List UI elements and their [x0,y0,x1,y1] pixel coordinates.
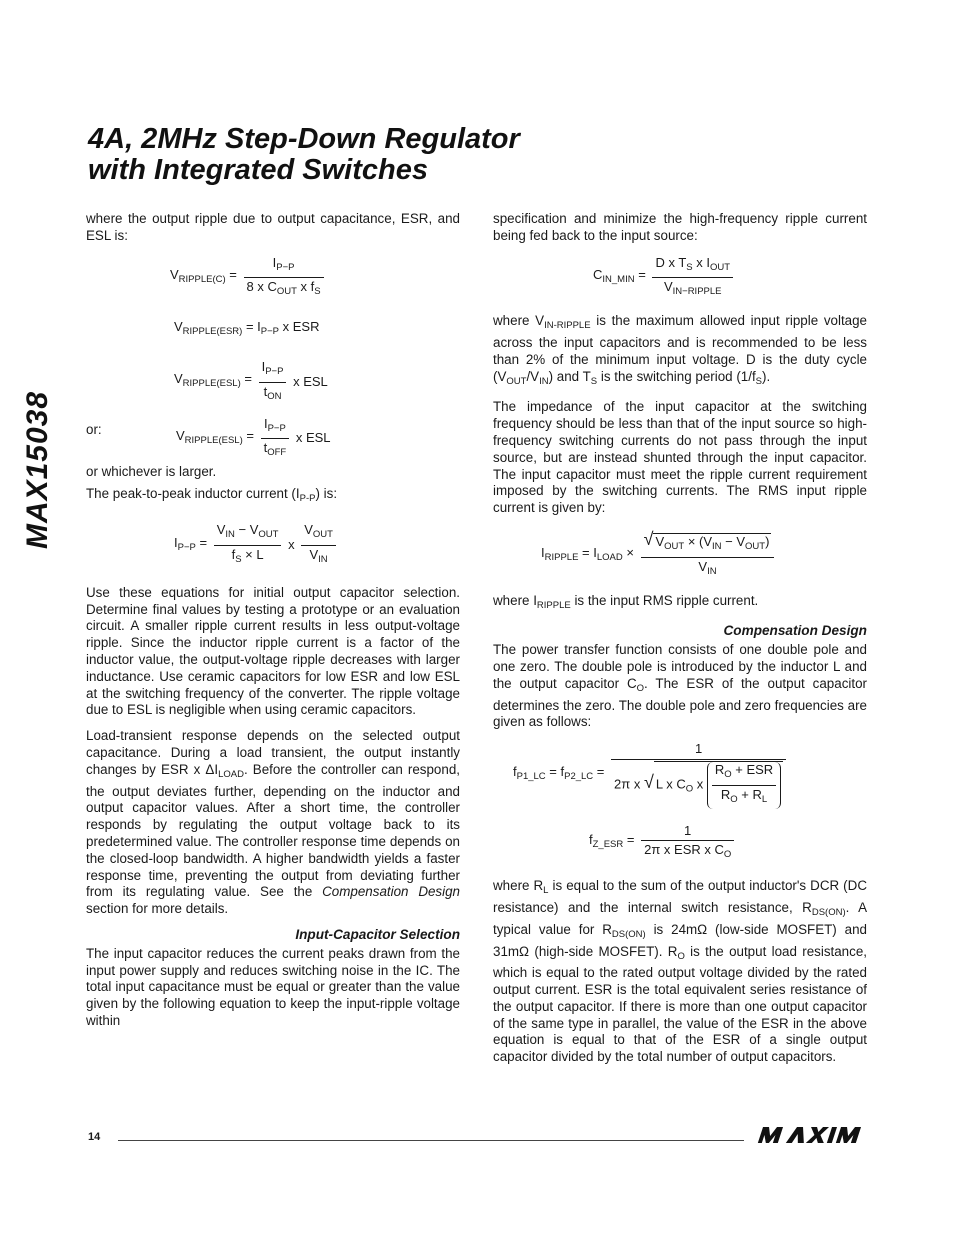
compensation-paragraph: The power transfer function consists of one double pole and one zero. The double pole is introduced by the inductor L and the output capacitor $C_O$. The ESR of the output capacitor determines the zero. The double pole and zero frequencies are given as follows: [493,642,867,730]
equation-fz-esr: $f_{Z\_ESR}$ = $\frac{1}{2\pi x ESR x C_O}$ [589,823,867,865]
equation-vripple-esl-off: $V_{RIPPLE(ESL)}$ = $\frac{I_{P-P}}{t_{OFF}}$ x ESL [176,415,331,459]
equation-vripple-esr: $V_{RIPPLE(ESR)} = I_{P-P}$ x ESR [174,319,320,338]
equation-fp1-lc: $f_{P1\_LC} = f_{P2\_LC}$ = 1 2π x √ L x $C_O$ x $\frac{R_O + ESR}{R_O + R_L}$ [513,741,867,808]
maxim-logo-icon [756,1124,866,1146]
equation-ipp: $I_{P-P}$ = $\frac{V_{IN} - V_{OUT}}{f_S \times L}$ x $\frac{V_{OUT}}{V_{IN}}$ [174,522,460,569]
right-column [493,211,867,1075]
left-column [86,211,460,1039]
input-capacitor-paragraph: The input capacitor reduces the current peaks drawn from the input power supply and reduces switching noise in the IC. The total input capacitance must be equal or greater than the value given by the following equation to keep the input-ripple voltage within [86,945,460,1028]
heading-input-capacitor: Input-Capacitor Selection [295,926,460,942]
title-line-1: 4A, 2MHz Step-Down Regulator [88,123,520,155]
whichever-text: or whichever is larger. [86,463,217,479]
or-label: or: [86,421,102,437]
specification-paragraph: specification and minimize the high-frequency ripple current being fed back to the input source: [493,211,867,243]
impedance-paragraph: The impedance of the input capacitor at the switching frequency should be less than that of the input source so high-frequency switching currents do not pass through the input source, but are instead shunted through the input capacitor. The input capacitor must meet the ripple current requirement imposed by the switching currents. The RMS input ripple current is given by: [493,399,867,516]
equation-cin-min: $C_{IN\_MIN}$ = $\frac{D x T_S x I_{OUT}}{V_{IN-RIPPLE}}$ [593,255,867,302]
where-rl-paragraph: where $R_L$ is equal to the sum of the output inductor's DCR (DC resistance) and the internal switch resistance, $R_{DS(ON)}$. A typical value for $R_{DS(ON)}$ is 24mΩ (low-side MOSFET) and 31mΩ (high-side MOSFET). $R_O$ is the output load resistance, which is equal to the rated output voltage divided by the rated output current. ESR is the total equivalent series resistance of the output capacitor. If there is more than one output capacitor of the same type in parallel, the value of the ESR in the above equation is equal to that of the ESR of a single output capacitor divided by the total number of output capacitors. [493,878,867,1065]
side-part-number [8,210,68,730]
where-iripple-text: where $I_{RIPPLE}$ is the input RMS ripple current. [493,592,759,611]
equation-vripple-esl-on: $V_{RIPPLE(ESL)}$ = $\frac{I_{P-P}}{t_{ON}}$ x ESL [174,358,328,402]
peak-current-intro: The peak-to-peak inductor current $(I_{P-P})$ is: [86,486,338,505]
heading-compensation-design: Compensation Design [723,623,867,639]
equation-vripple-c: $V_{RIPPLE(C)}$ = $\frac{I_{P-P}}{8 x C_{OUT} x f_S}$ [170,255,460,302]
side-part-number-text: MAX15038 [21,390,54,550]
title-line-2: with Integrated Switches [88,154,428,186]
equation-iripple: $I_{RIPPLE} = I_{LOAD}$ × $\frac{√ V_{OUT} \times (V_{IN} - V_{OUT})}{V_{IN}}$ [541,531,867,581]
use-equations-paragraph: Use these equations for initial output capacitor selection. Determine final values by testing a prototype or an evaluation circuit. A smaller ripple current results in less output-voltage ripple. Since the inductor ripple current is a factor of the inductor value, the output-voltage ripple decreases with larger inductance. Use ceramic capacitors for low ESR and low ESL at the switching frequency of the converter. The ripple voltage due to ESL is negligible when using ceramic capacitors. [86,584,460,718]
or-block [86,415,460,459]
load-transient-paragraph: Load-transient response depends on the selected output capacitance. During a load transient, the output instantly changes by ESR x $\Delta I_{LOAD}$. Before the controller can respond, the output deviates further, depending on the inductor and output capacitor values. After a short time, the controller responds by regulating the output voltage back to its predetermined value. The controller response time depends on the closed-loop bandwidth. A higher bandwidth yields a faster response time, preventing the output from deviating further from its regulating value. See the Compensation Design section for more details. [86,728,460,917]
document-title [88,124,520,186]
ripple-intro: where the output ripple due to output capacitance, ESR, and ESL is: [86,211,460,243]
maxim-logo [756,1124,866,1146]
page-number: 14 [88,1131,101,1143]
where-vin-ripple-paragraph: where $V_{IN-RIPPLE}$ is the maximum allowed input ripple voltage across the input capacitors and is recommended to be less than 2% of the minimum input voltage. D is the duty cycle $(V_{OUT}/V_{IN})$ and $T_S$ is the switching period $(1/f_S)$. [493,313,868,387]
footer-divider [118,1140,744,1141]
